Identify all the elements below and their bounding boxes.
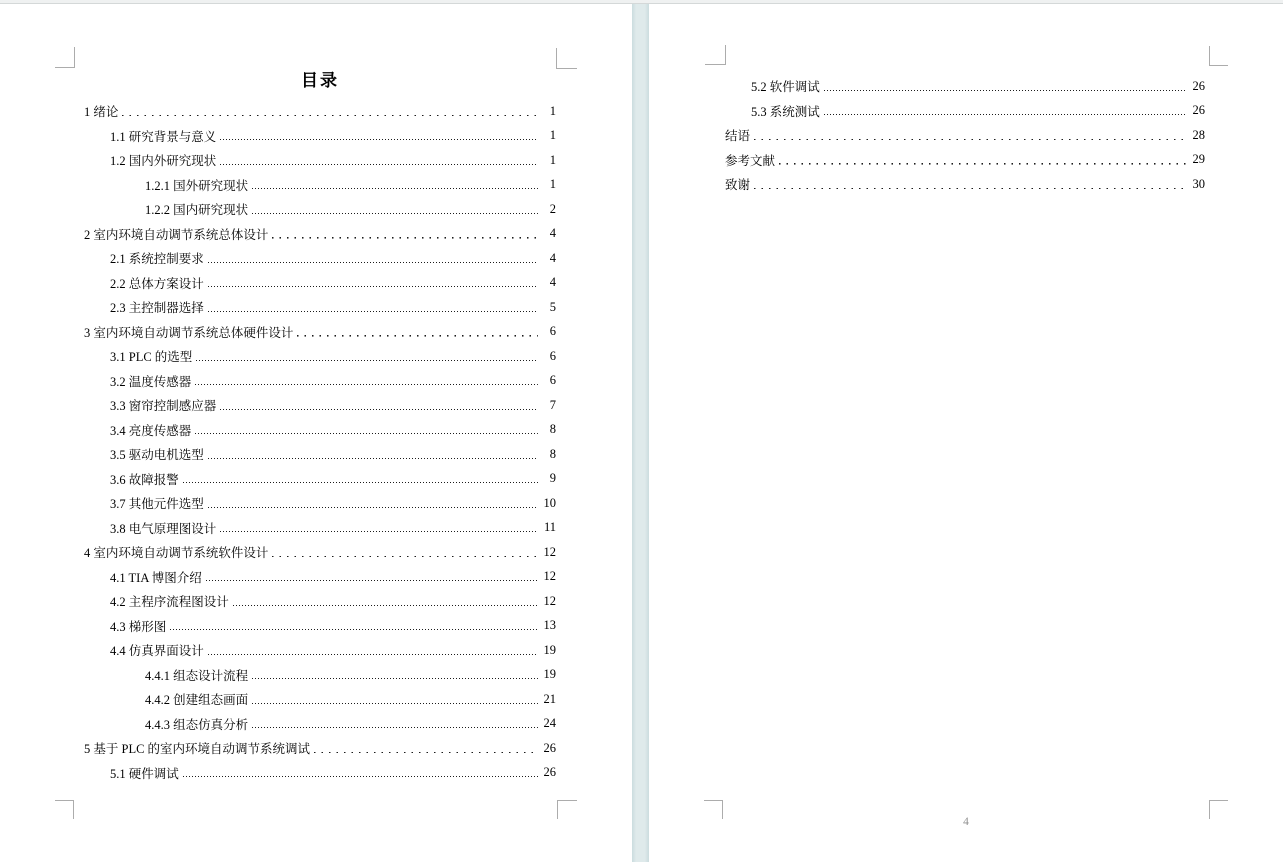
toc-leader-dots [220, 408, 538, 410]
toc-leader-dots [220, 139, 538, 141]
toc-leader-dots [208, 286, 538, 288]
toc-entry[interactable] [84, 589, 556, 614]
toc-entry[interactable] [84, 246, 556, 271]
toc-entry[interactable] [725, 123, 1205, 148]
toc-entry[interactable] [84, 540, 556, 565]
toc-entry-page-number: 12 [543, 593, 556, 608]
toc-entry-page-number: 28 [1192, 127, 1205, 142]
toc-entry[interactable] [84, 516, 556, 541]
toc-entry-page-number: 6 [549, 348, 556, 363]
toc-entry-page-number: 8 [549, 446, 556, 461]
crop-mark-top-left-icon [55, 47, 75, 68]
toc-entry[interactable] [84, 491, 556, 516]
toc-entry[interactable] [725, 99, 1205, 124]
toc-entry-label: 3.3 窗帘控制感应器 [110, 399, 217, 414]
toc-entry-label: 5.1 硬件调试 [110, 766, 179, 781]
toc-leader-dots [170, 629, 538, 631]
toc-list-right [725, 74, 1205, 197]
toc-entry-label: 4 室内环境自动调节系统软件设计 [84, 546, 269, 561]
toc-entry-label: 1.2.1 国外研究现状 [145, 178, 249, 193]
toc-leader-dots [252, 702, 538, 704]
toc-entry-page-number: 26 [543, 765, 556, 780]
toc-entry-page-number: 10 [543, 495, 556, 510]
toc-entry[interactable] [84, 638, 556, 663]
toc-entry-page-number: 21 [543, 691, 556, 706]
toc-entry[interactable] [84, 344, 556, 369]
toc-leader-dots [196, 359, 538, 361]
toc-entry-page-number: 26 [1192, 78, 1205, 93]
toc-leader-dots [195, 384, 538, 386]
toc-leader-dots [183, 776, 538, 778]
toc-leader-dots [779, 163, 1187, 165]
toc-entry-label: 3.5 驱动电机选型 [110, 448, 204, 463]
toc-entry-label: 参考文献 [725, 153, 776, 168]
toc-entry[interactable] [84, 393, 556, 418]
toc-entry-page-number: 30 [1192, 176, 1205, 191]
toc-entry[interactable] [84, 222, 556, 247]
toc-leader-dots [824, 89, 1187, 91]
toc-entry-label: 4.4.1 组态设计流程 [145, 668, 249, 683]
toc-entry[interactable] [84, 173, 556, 198]
toc-leader-dots [272, 555, 538, 557]
crop-mark-bottom-left-icon [55, 800, 74, 819]
toc-entry[interactable] [84, 197, 556, 222]
crop-mark-top-right-icon [1209, 46, 1228, 66]
toc-entry-label: 3.4 亮度传感器 [110, 423, 192, 438]
toc-leader-dots [233, 604, 538, 606]
toc-entry-label: 2.3 主控制器选择 [110, 301, 204, 316]
toc-entry[interactable] [725, 74, 1205, 99]
toc-entry-page-number: 1 [549, 152, 556, 167]
toc-entry[interactable] [84, 736, 556, 761]
toc-entry[interactable] [84, 712, 556, 737]
toc-entry-page-number: 9 [549, 471, 556, 486]
toc-entry[interactable] [84, 614, 556, 639]
toc-entry-label: 5 基于 PLC 的室内环境自动调节系统调试 [84, 742, 311, 757]
toc-entry-page-number: 1 [549, 128, 556, 143]
page-number-footer: 4 [963, 816, 969, 828]
toc-entry-label: 4.4.2 创建组态画面 [145, 693, 249, 708]
toc-entry-page-number: 4 [549, 275, 556, 290]
toc-entry-page-number: 24 [543, 716, 556, 731]
toc-leader-dots [754, 187, 1187, 189]
toc-entry[interactable] [84, 761, 556, 786]
toc-entry[interactable] [84, 687, 556, 712]
toc-leader-dots [183, 482, 538, 484]
toc-entry-label: 结语 [725, 129, 751, 144]
toc-title: 目录 [301, 71, 339, 90]
toc-entry-page-number: 26 [543, 740, 556, 755]
toc-entry-label: 2.2 总体方案设计 [110, 276, 204, 291]
toc-entry-page-number: 29 [1192, 152, 1205, 167]
toc-leader-dots [297, 335, 538, 337]
toc-leader-dots [220, 531, 538, 533]
toc-leader-dots [252, 727, 538, 729]
toc-entry-label: 1.1 研究背景与意义 [110, 129, 217, 144]
toc-entry-page-number: 12 [543, 569, 556, 584]
toc-entry-label: 致谢 [725, 178, 751, 193]
toc-entry[interactable] [84, 320, 556, 345]
toc-leader-dots [122, 114, 538, 116]
toc-entry-label: 5.2 软件调试 [751, 80, 820, 95]
toc-entry-label: 3.1 PLC 的选型 [110, 350, 193, 365]
toc-leader-dots [208, 310, 538, 312]
toc-entry-label: 2.1 系统控制要求 [110, 252, 204, 267]
toc-entry-label: 1.2.2 国内研究现状 [145, 203, 249, 218]
toc-entry-page-number: 8 [549, 422, 556, 437]
toc-entry-page-number: 4 [549, 250, 556, 265]
toc-entry-label: 4.4 仿真界面设计 [110, 644, 204, 659]
toc-entry[interactable] [84, 467, 556, 492]
toc-leader-dots [252, 212, 538, 214]
toc-entry-label: 2 室内环境自动调节系统总体设计 [84, 227, 269, 242]
toc-leader-dots [754, 138, 1187, 140]
toc-content-right [725, 74, 1205, 197]
toc-entry-label: 5.3 系统测试 [751, 104, 820, 119]
crop-mark-top-left-icon [705, 45, 726, 65]
toc-leader-dots [252, 678, 538, 680]
toc-entry-page-number: 19 [543, 667, 556, 682]
toc-leader-dots [195, 433, 538, 435]
toc-entry-label: 3.8 电气原理图设计 [110, 521, 217, 536]
toc-entry[interactable] [84, 148, 556, 173]
toc-entry-label: 3.7 其他元件选型 [110, 497, 204, 512]
toc-leader-dots [272, 237, 538, 239]
toc-entry[interactable] [84, 124, 556, 149]
toc-entry-label: 3 室内环境自动调节系统总体硬件设计 [84, 325, 294, 340]
toc-leader-dots [208, 506, 538, 508]
toc-entry-page-number: 1 [549, 177, 556, 192]
toc-entry-page-number: 12 [543, 544, 556, 559]
toc-entry-page-number: 1 [549, 103, 556, 118]
toc-entry-label: 4.1 TIA 博图介绍 [110, 570, 202, 585]
toc-page-2 [649, 4, 1283, 862]
toc-entry-label: 4.3 梯形图 [110, 619, 167, 634]
toc-entry-label: 3.2 温度传感器 [110, 374, 192, 389]
toc-entry[interactable] [725, 172, 1205, 197]
toc-leader-dots [314, 751, 538, 753]
toc-entry-label: 4.2 主程序流程图设计 [110, 595, 229, 610]
toc-entry[interactable] [84, 418, 556, 443]
toc-entry[interactable] [84, 663, 556, 688]
toc-entry[interactable] [84, 295, 556, 320]
toc-leader-dots [252, 188, 538, 190]
toc-entry-page-number: 7 [549, 397, 556, 412]
toc-entry-page-number: 6 [549, 324, 556, 339]
toc-leader-dots [824, 114, 1187, 116]
toc-entry[interactable] [84, 99, 556, 124]
toc-entry[interactable] [84, 442, 556, 467]
toc-entry-label: 3.6 故障报警 [110, 472, 179, 487]
toc-leader-dots [208, 261, 538, 263]
toc-entry-page-number: 13 [543, 618, 556, 633]
toc-leader-dots [206, 580, 538, 582]
toc-entry-page-number: 6 [549, 373, 556, 388]
toc-list-left [84, 99, 556, 785]
toc-content-left [84, 68, 556, 785]
toc-entry[interactable] [725, 148, 1205, 173]
toc-leader-dots [208, 653, 538, 655]
crop-mark-bottom-right-icon [557, 800, 577, 819]
toc-entry[interactable] [84, 271, 556, 296]
toc-entry-page-number: 19 [543, 642, 556, 657]
page-gap-divider [632, 4, 649, 862]
toc-entry-label: 4.4.3 组态仿真分析 [145, 717, 249, 732]
toc-entry-page-number: 11 [543, 520, 556, 535]
toc-page-1 [0, 4, 632, 862]
toc-entry-page-number: 4 [549, 226, 556, 241]
toc-entry-page-number: 5 [549, 299, 556, 314]
toc-entry-label: 1 绪论 [84, 105, 119, 120]
toc-entry[interactable] [84, 565, 556, 590]
toc-leader-dots [208, 457, 538, 459]
toc-leader-dots [220, 163, 538, 165]
toc-entry-label: 1.2 国内外研究现状 [110, 154, 217, 169]
toc-entry-page-number: 26 [1192, 103, 1205, 118]
crop-mark-top-right-icon [556, 48, 577, 69]
toc-entry-page-number: 2 [549, 201, 556, 216]
toc-entry[interactable] [84, 369, 556, 394]
